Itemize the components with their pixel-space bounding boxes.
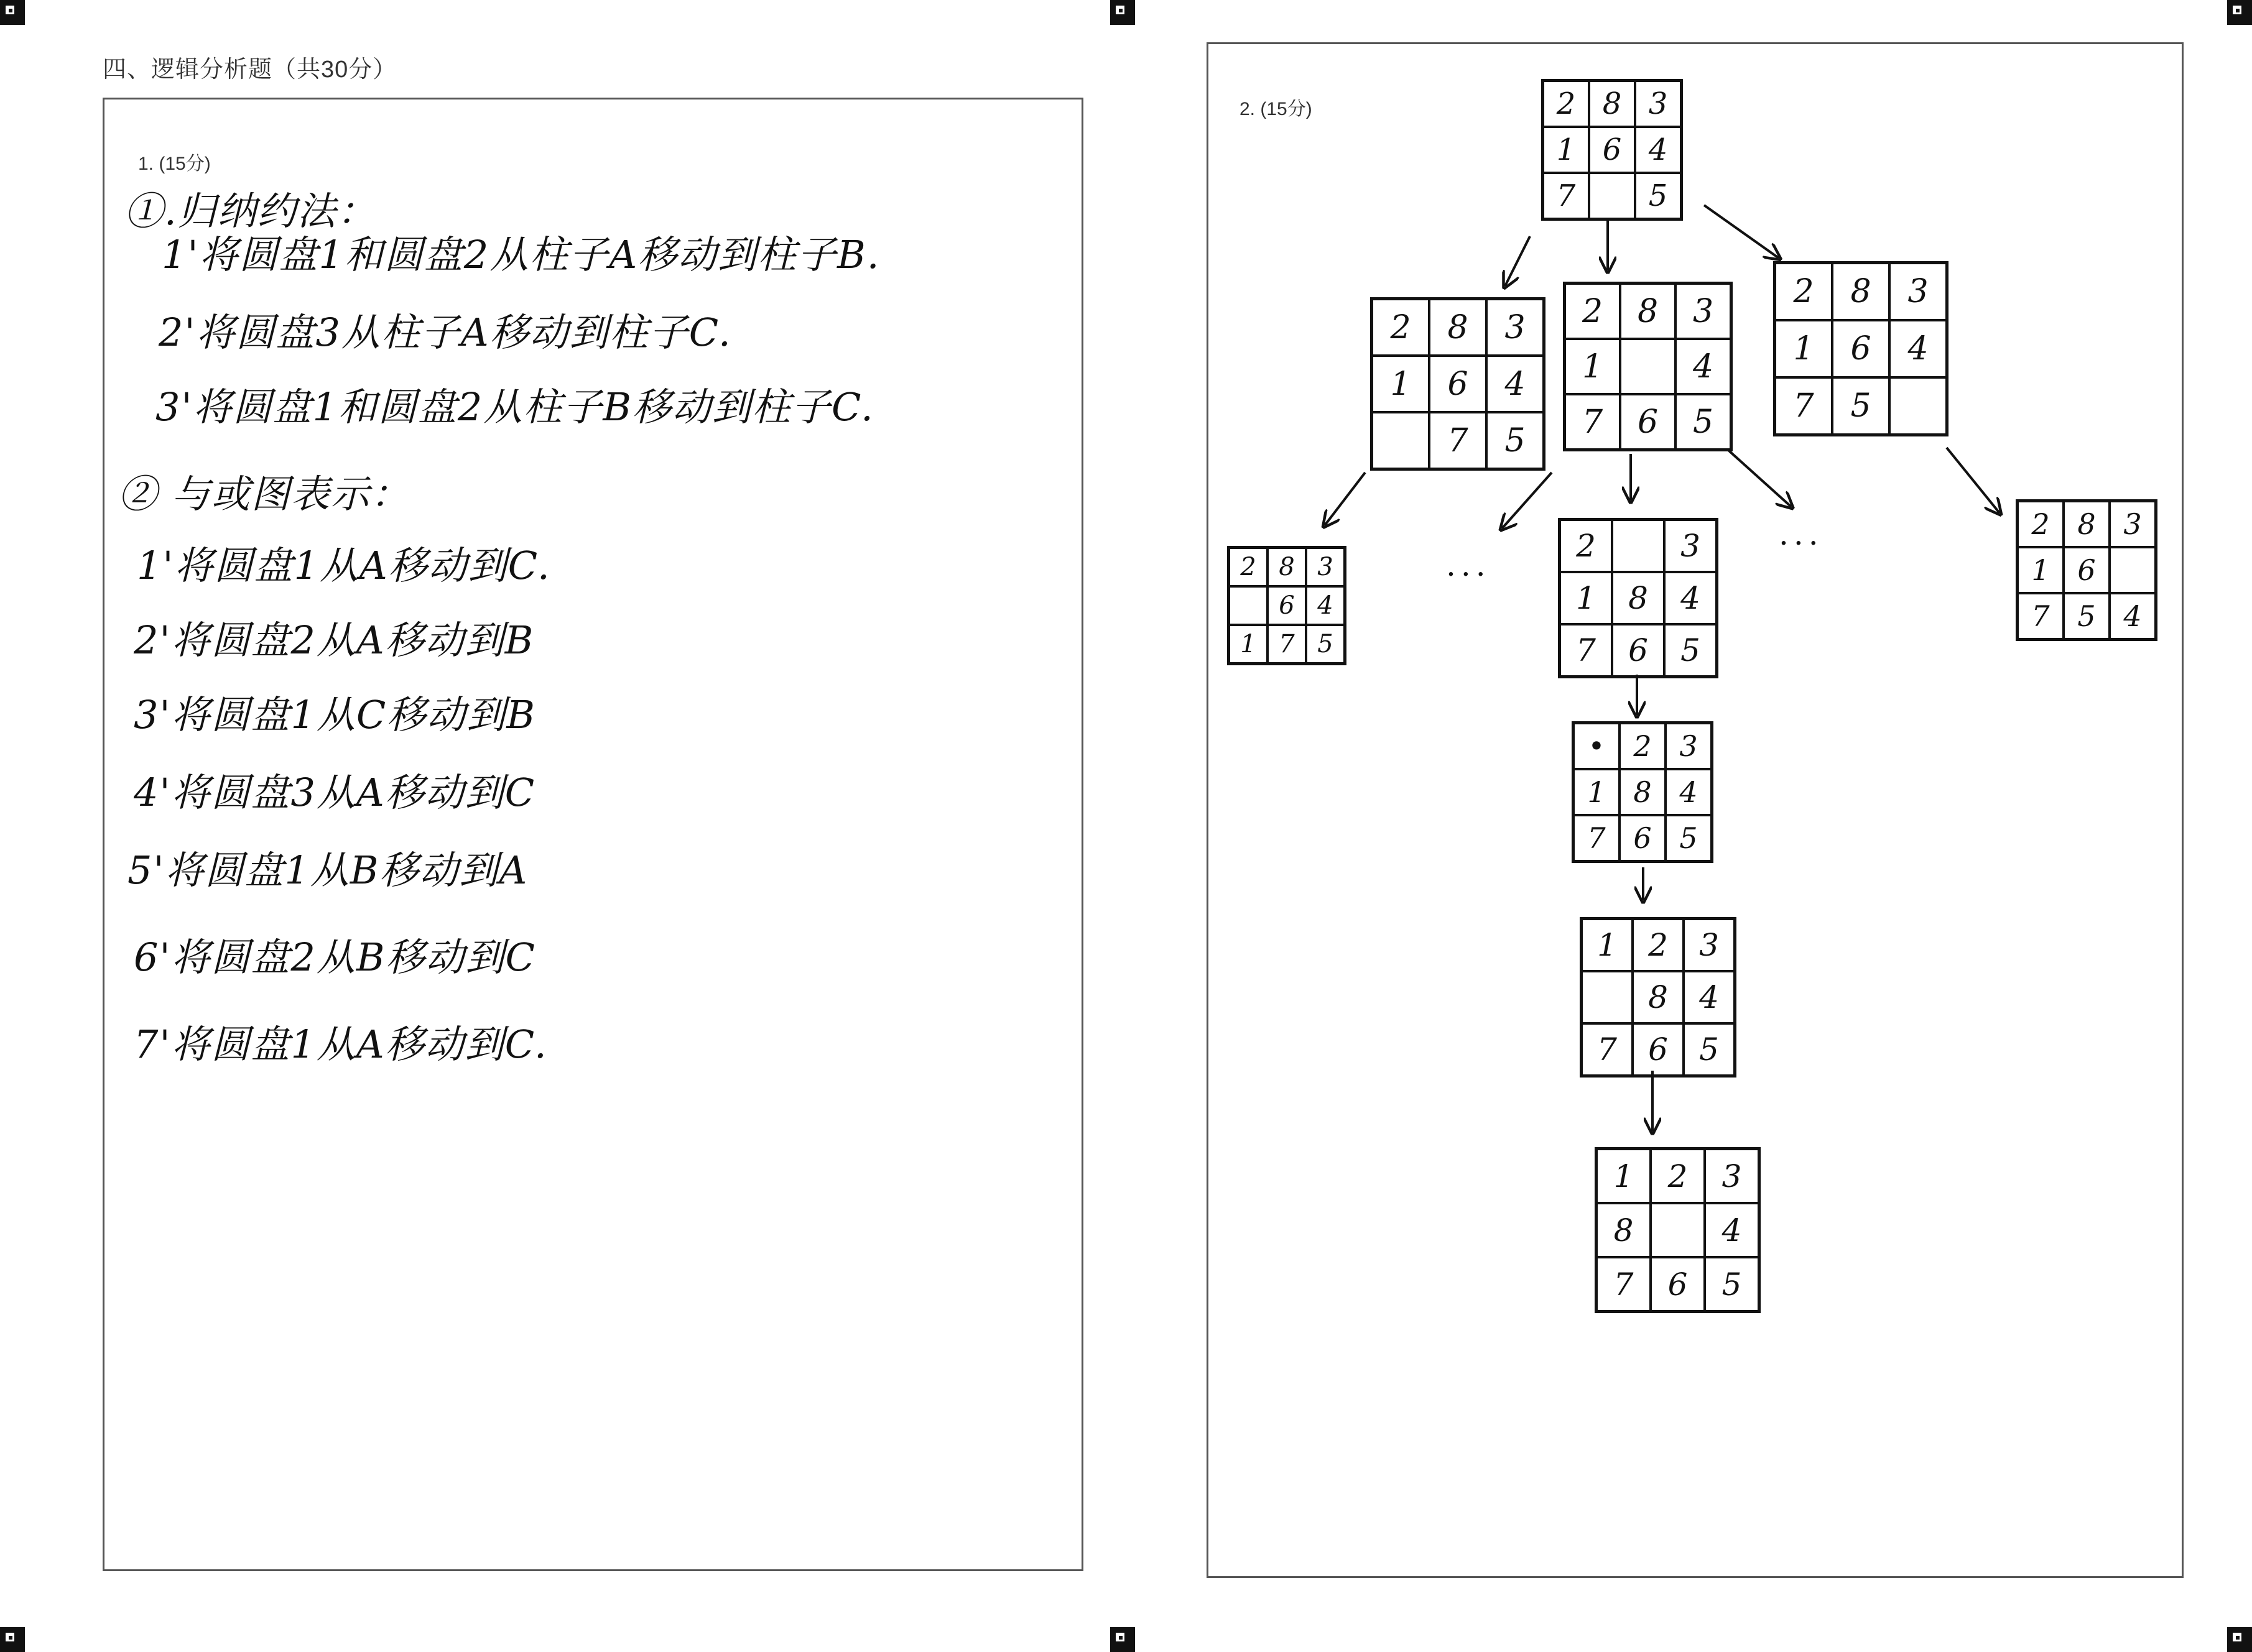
puzzle-cell: 4 [1486,356,1544,412]
puzzle-cell: 7 [1543,173,1590,219]
puzzle-cell [1889,377,1947,435]
puzzle-cell: 1 [1543,127,1590,173]
puzzle-cell: 5 [1306,625,1345,664]
puzzle-cell: 6 [2064,547,2110,593]
answer-line-2: 1'将圆盘1和圆盘2从柱子A移动到柱子B. [162,232,881,277]
puzzle-cell: 5 [2064,593,2110,640]
puzzle-cell: 8 [1267,548,1306,587]
puzzle-cell: 7 [1560,624,1613,677]
question-1-label: 1. (15分) [138,154,211,174]
puzzle-cell: 4 [1675,339,1731,394]
puzzle-cell: 8 [1633,971,1684,1023]
puzzle-cell: 1 [1565,339,1621,394]
answer-line-10: 5'将圆盘1从B移动到A [127,847,529,893]
puzzle-cell: 8 [1589,81,1635,127]
puzzle-grid-level2-right [2016,499,2157,641]
puzzle-cell: 2 [1229,548,1268,587]
puzzle-cell: 6 [1651,1257,1705,1312]
puzzle-cell [2110,547,2156,593]
puzzle-cell: 2 [1565,284,1621,339]
puzzle-cell: 6 [1267,586,1306,625]
puzzle-cell: 8 [1596,1203,1651,1257]
puzzle-grid-level2-left [1227,546,1346,665]
puzzle-cell: 4 [1635,127,1682,173]
puzzle-cell [1651,1203,1705,1257]
answer-line-6: 1'将圆盘1从A移动到C. [137,543,551,588]
puzzle-cell: 3 [1306,548,1345,587]
answer-line-8: 3'将圆盘1从C移动到B [134,692,536,737]
puzzle-cell: 6 [1619,815,1666,862]
question-2-label: 2. (15分) [1240,99,1312,119]
puzzle-cell: 7 [1582,1023,1633,1076]
puzzle-cell: 5 [1684,1023,1735,1076]
puzzle-cell [1620,339,1675,394]
puzzle-cell: 1 [1560,572,1613,624]
puzzle-grid-level1-left [1370,297,1545,471]
puzzle-cell: 7 [1775,377,1833,435]
puzzle-cell: 7 [1573,815,1620,862]
arrow-right-to-child [1947,448,1999,513]
puzzle-cell [1229,586,1268,625]
section-title: 四、逻辑分析题（共30分） [103,57,397,83]
puzzle-cell: 3 [1889,263,1947,321]
puzzle-cell: 3 [1635,81,1682,127]
puzzle-cell: 2 [1543,81,1590,127]
answer-line-4: 3'将圆盘1和圆盘2从柱子B移动到柱子C. [155,384,874,430]
puzzle-cell: 7 [1565,394,1621,450]
puzzle-cell: 2 [1619,723,1666,770]
puzzle-cell: 5 [1705,1257,1759,1312]
puzzle-cell: 2 [1651,1149,1705,1204]
puzzle-cell: 8 [1620,284,1675,339]
arrow-mid-to-leftdots [1502,473,1552,528]
puzzle-grid-goal [1595,1147,1761,1313]
puzzle-cell: 2 [1633,919,1684,972]
puzzle-cell [1582,971,1633,1023]
puzzle-cell: 3 [2110,501,2156,548]
puzzle-cell: 4 [1889,320,1947,377]
puzzle-cell: 7 [1267,625,1306,664]
puzzle-cell: 7 [1596,1257,1651,1312]
puzzle-cell: 4 [1306,586,1345,625]
puzzle-cell: 7 [1429,412,1486,469]
puzzle-cell: 6 [1429,356,1486,412]
puzzle-cell: 6 [1620,394,1675,450]
puzzle-grid-level1-mid [1563,282,1733,451]
puzzle-cell: 5 [1635,173,1682,219]
arrow-root-to-left [1505,236,1530,286]
puzzle-cell [1612,520,1664,573]
answer-line-1: ①.归纳约法： [124,188,377,234]
answer-line-7: 2'将圆盘2从A移动到B [134,617,535,663]
puzzle-cell: 3 [1486,299,1544,356]
answer-line-3: 2'将圆盘3从柱子A移动到柱子C. [159,310,732,355]
puzzle-cell: • [1573,723,1620,770]
puzzle-cell: 7 [2018,593,2064,640]
puzzle-cell: 8 [1619,769,1666,815]
puzzle-cell: 4 [2110,593,2156,640]
puzzle-cell: 1 [1229,625,1268,664]
puzzle-cell: 5 [1486,412,1544,469]
puzzle-cell: 5 [1664,624,1717,677]
arrow-mid-to-rightdots [1729,451,1791,507]
puzzle-cell: 8 [1612,572,1664,624]
puzzle-cell: 3 [1675,284,1731,339]
puzzle-cell: 3 [1666,723,1712,770]
puzzle-grid-level4 [1580,917,1736,1077]
puzzle-cell: 8 [1429,299,1486,356]
puzzle-cell: 3 [1684,919,1735,972]
puzzle-cell: 5 [1832,377,1889,435]
puzzle-cell: 6 [1612,624,1664,677]
arrow-left-to-child [1325,473,1365,525]
puzzle-cell: 3 [1664,520,1717,573]
puzzle-grid-root [1541,79,1683,221]
puzzle-cell [1372,412,1430,469]
answer-line-11: 6'将圆盘2从B移动到C [134,934,536,980]
puzzle-cell: 6 [1589,127,1635,173]
puzzle-cell [1589,173,1635,219]
puzzle-cell: 8 [1832,263,1889,321]
ellipsis-left: ... [1446,547,1491,583]
puzzle-cell: 4 [1666,769,1712,815]
puzzle-cell: 4 [1684,971,1735,1023]
puzzle-cell: 2 [1560,520,1613,573]
puzzle-grid-level2-mid [1558,518,1718,678]
answer-line-5: ② 与或图表示： [118,471,410,517]
puzzle-cell: 1 [1582,919,1633,972]
puzzle-grid-level1-right [1773,261,1948,436]
puzzle-cell: 5 [1666,815,1712,862]
puzzle-grid-level3 [1572,721,1713,863]
ellipsis-right: ... [1779,516,1823,552]
puzzle-cell: 6 [1633,1023,1684,1076]
puzzle-cell: 3 [1705,1149,1759,1204]
answer-line-9: 4'将圆盘3从A移动到C [134,770,536,815]
puzzle-cell: 2 [1775,263,1833,321]
puzzle-cell: 1 [1775,320,1833,377]
puzzle-cell: 1 [1596,1149,1651,1204]
arrow-root-to-right [1704,205,1779,258]
puzzle-cell: 5 [1675,394,1731,450]
puzzle-cell: 6 [1832,320,1889,377]
puzzle-cell: 8 [2064,501,2110,548]
puzzle-cell: 2 [2018,501,2064,548]
puzzle-cell: 1 [2018,547,2064,593]
puzzle-cell: 4 [1664,572,1717,624]
puzzle-cell: 1 [1573,769,1620,815]
puzzle-cell: 2 [1372,299,1430,356]
answer-line-12: 7'将圆盘1从A移动到C. [134,1022,548,1067]
puzzle-cell: 1 [1372,356,1430,412]
puzzle-cell: 4 [1705,1203,1759,1257]
